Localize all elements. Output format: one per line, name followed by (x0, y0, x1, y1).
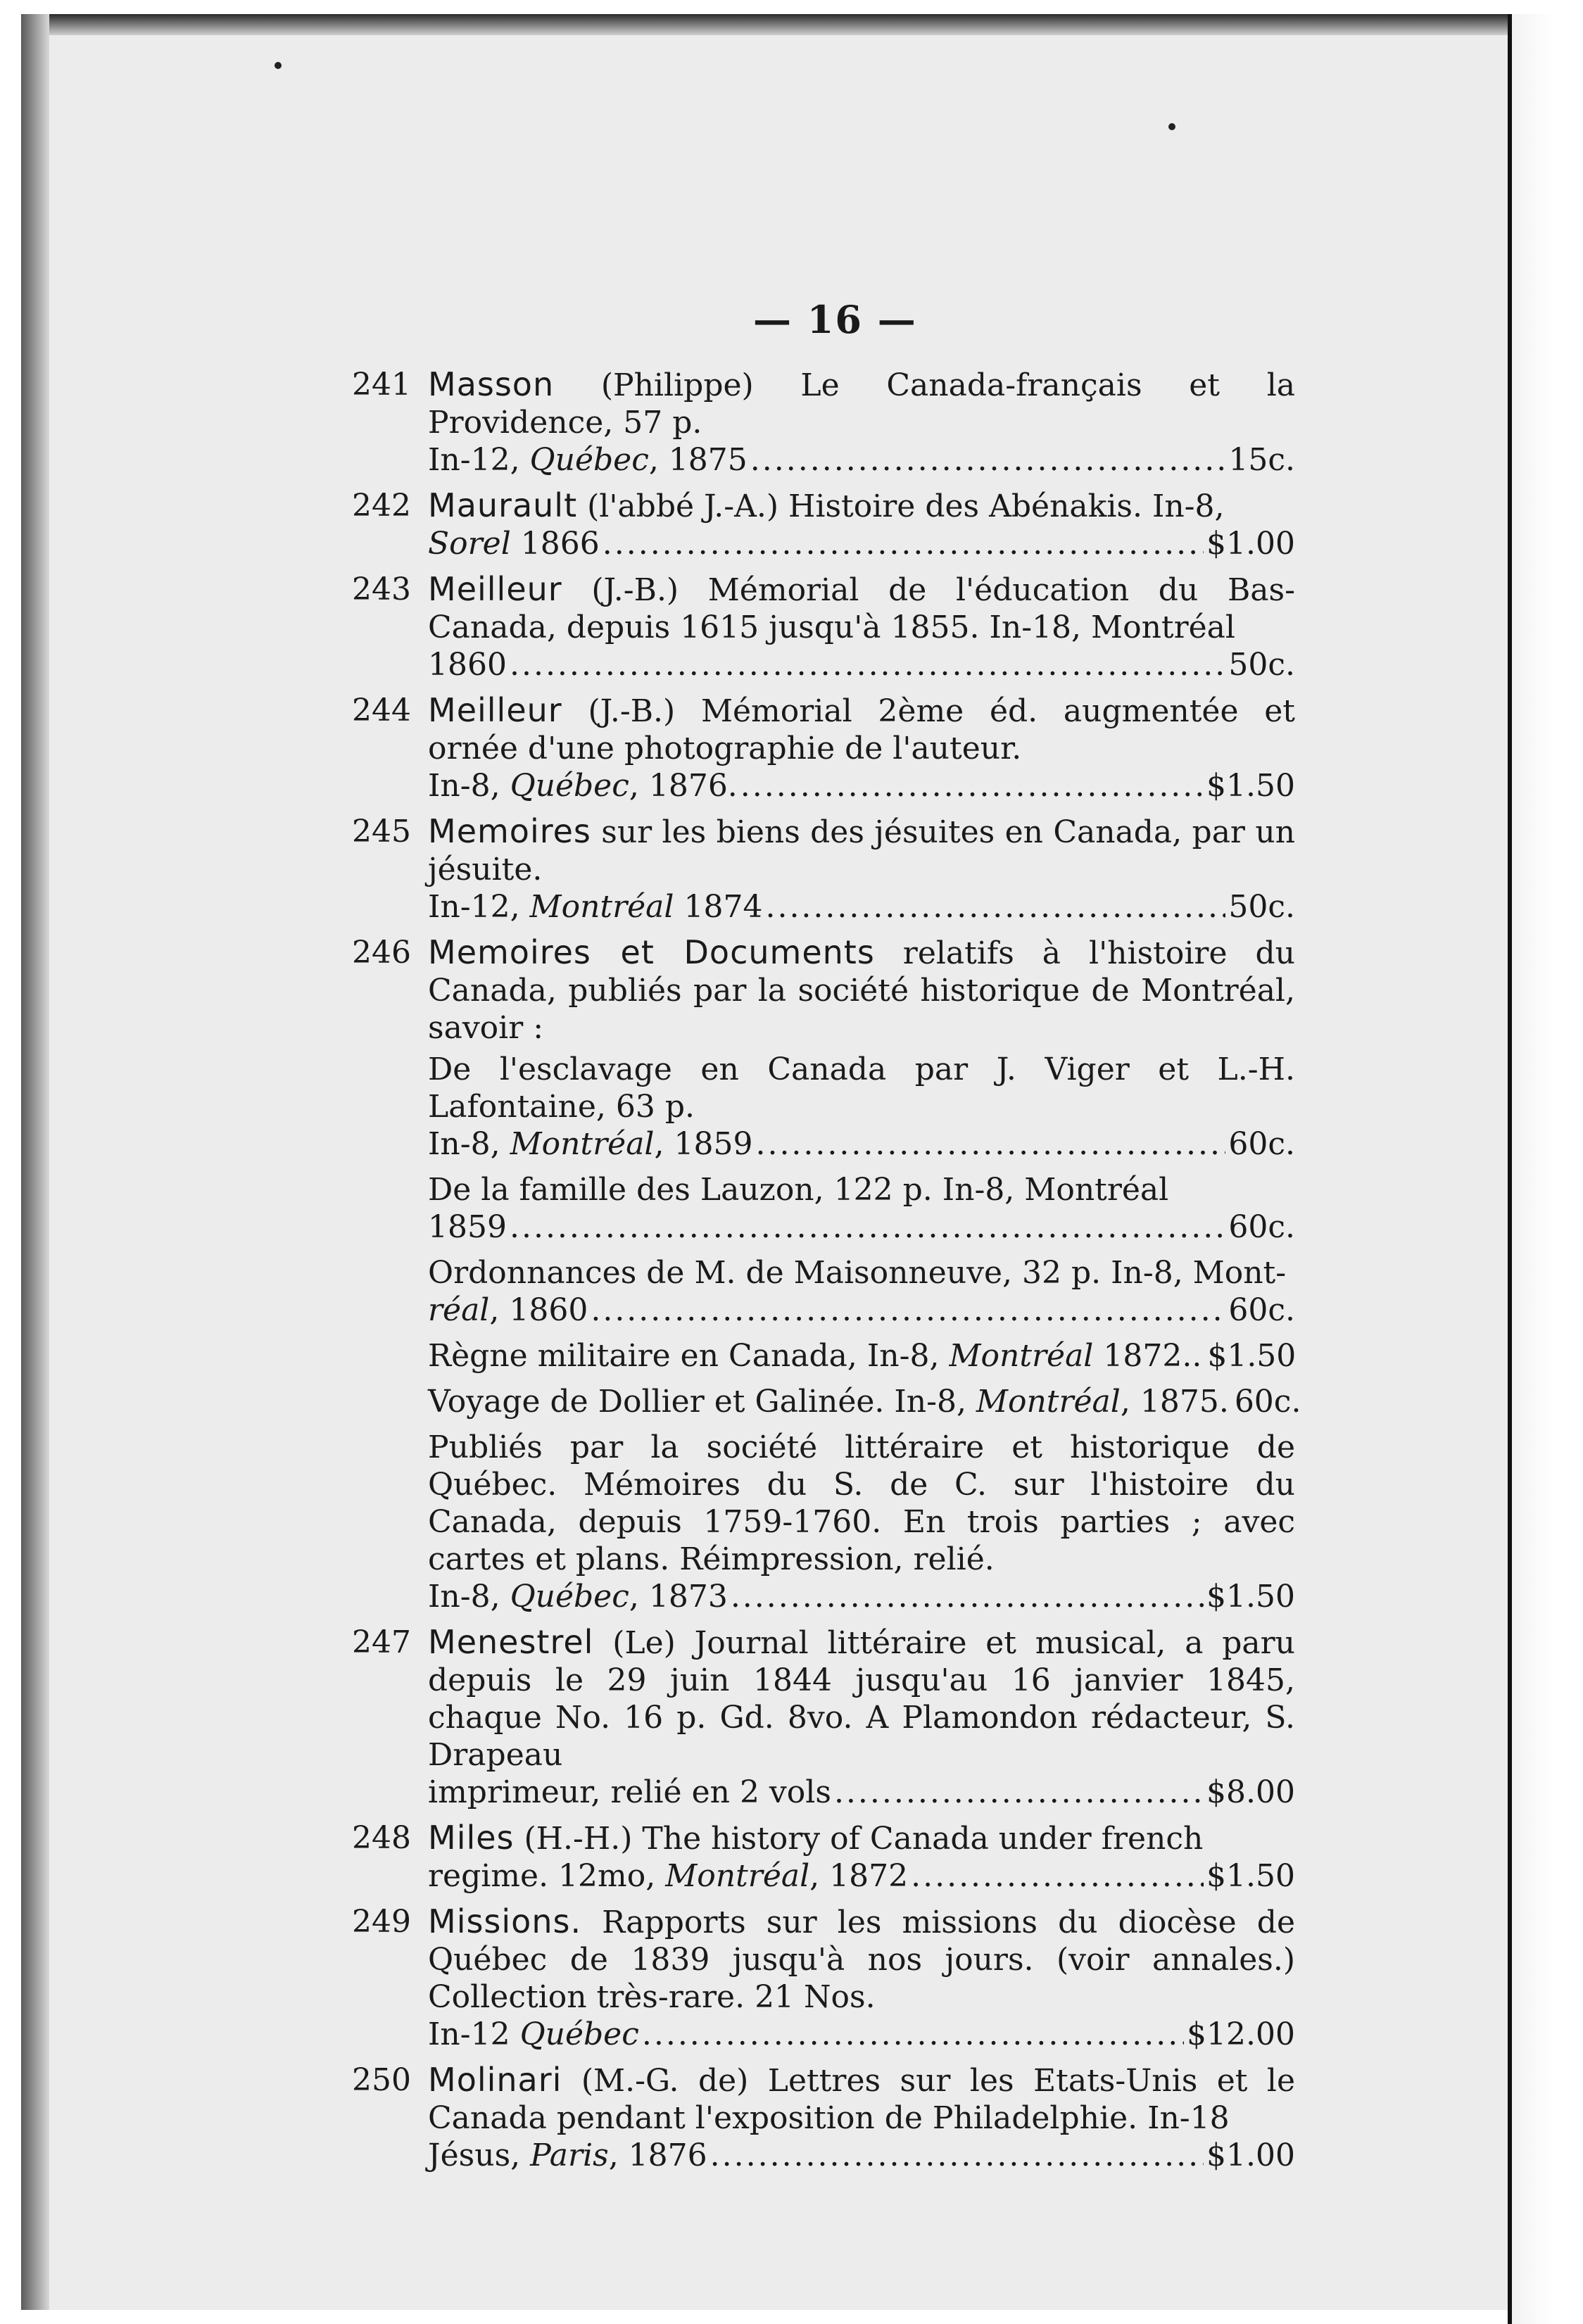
imprint-year: , 1872 (809, 1858, 909, 1894)
dot-leader (750, 441, 1226, 479)
price-line (428, 1292, 1295, 1329)
price: 50c. (1228, 647, 1295, 683)
imprint-year: , 1873 (629, 1579, 728, 1615)
price-line (428, 1383, 1301, 1420)
price-line (428, 1578, 1295, 1615)
sub-item-text: Publiés par la société littéraire et historique de Québec. Mémoires du S. de C. sur l'histoire du Canada, depuis 1759-1760. En trois parties ; avec cartes et plans. Réimpression, relié. (428, 1429, 1295, 1577)
imprint (428, 1383, 1229, 1420)
entry-author: Meilleur (428, 691, 562, 729)
entry-text (428, 934, 1295, 1047)
imprint (428, 441, 748, 479)
sub-item (428, 1171, 1295, 1246)
price: $8.00 (1206, 1774, 1295, 1810)
price-line (428, 2016, 1295, 2053)
price: 15c. (1228, 442, 1295, 478)
catalog-entry (352, 1903, 1295, 2053)
entry-author: Masson (428, 365, 555, 403)
imprint-place: Québec (529, 442, 649, 478)
imprint-format: In-12, (428, 889, 530, 925)
imprint-year: , 1875. (1120, 1384, 1229, 1420)
sub-item (428, 1254, 1295, 1329)
imprint-place: Montréal (529, 889, 674, 925)
entry-description: (M.-G. de) Lettres sur les Etats-Unis et le Canada pendant l'exposition de Philadelphie. In-18 (428, 2063, 1295, 2136)
entry-description: Rapports sur les missions du diocèse de Québec de 1839 jusqu'à nos jours. (voir annales.) Collection très-rare. 21 Nos. (428, 1905, 1295, 2015)
entry-author: Missions. (428, 1902, 582, 1940)
imprint-place: Montréal (976, 1384, 1121, 1420)
imprint-format: In-12, (428, 442, 530, 478)
imprint-format: Voyage de Dollier et Galinée. In-8, (428, 1384, 976, 1420)
price-line (428, 767, 1295, 804)
dot-leader (740, 767, 1204, 804)
dot-leader (642, 2016, 1184, 2053)
entry-number: 247 (352, 1624, 411, 1660)
catalog-entry (352, 813, 1295, 926)
dot-leader (911, 1857, 1204, 1895)
entry-author: Molinari (428, 2061, 562, 2099)
imprint-year: , 1875 (648, 442, 748, 478)
entry-number: 242 (352, 488, 411, 524)
entry-description: (H.-H.) The history of Canada under french (514, 1821, 1204, 1857)
entry-text (428, 1624, 1295, 1774)
imprint (428, 2016, 639, 2053)
price: 50c. (1228, 889, 1295, 925)
imprint-format: Règne militaire en Canada, In-8, (428, 1338, 950, 1374)
entry-text (428, 571, 1295, 646)
sub-item-text: De l'esclavage en Canada par J. Viger et L.-H. Lafontaine, 63 p. (428, 1052, 1295, 1125)
sub-item (428, 1051, 1295, 1163)
scan-left-edge (21, 14, 49, 2310)
sub-item (428, 1429, 1295, 1615)
entry-author: Memoires (428, 812, 591, 850)
dot-leader (731, 1578, 1204, 1615)
dot-leader (710, 2137, 1204, 2174)
imprint (428, 2137, 707, 2174)
entry-text (428, 813, 1295, 888)
imprint-place: Québec (510, 1579, 629, 1615)
sub-item (428, 1337, 1295, 1375)
ink-speck (1168, 123, 1175, 130)
imprint-format: Jésus, (428, 2137, 531, 2173)
price-line (428, 1208, 1295, 1246)
imprint-format: 1860 (428, 647, 507, 683)
price-line (428, 1774, 1295, 1811)
entry-text (428, 366, 1295, 441)
price: $1.00 (1206, 526, 1295, 562)
imprint-year: , 1876. (629, 768, 738, 804)
entry-number: 250 (352, 2062, 411, 2098)
imprint-place: Québec (519, 2016, 639, 2052)
catalog-entries (352, 365, 1301, 2183)
sub-item-text: De la famille des Lauzon, 122 p. In-8, Montréal (428, 1172, 1169, 1208)
price: $1.50 (1207, 1338, 1297, 1374)
price-line (428, 2137, 1295, 2174)
price: $12.00 (1187, 2016, 1295, 2052)
imprint-format: In-12 (428, 2016, 520, 2052)
entry-text (428, 487, 1295, 525)
price-line (428, 441, 1295, 479)
entry-author: Menestrel (428, 1623, 594, 1661)
price: 60c. (1228, 1126, 1295, 1162)
dot-leader (510, 1208, 1225, 1246)
entry-description: (J.-B.) Mémorial 2ème éd. augmentée et ornée d'une photographie de l'auteur. (428, 693, 1295, 766)
catalog-entry (352, 1624, 1295, 1811)
imprint (428, 1208, 507, 1246)
dot-leader (603, 525, 1204, 562)
catalog-entry (352, 1819, 1295, 1895)
price-line (428, 1857, 1295, 1895)
price-line (428, 888, 1295, 926)
entry-number: 241 (352, 367, 411, 403)
price: 60c. (1234, 1384, 1301, 1420)
scan-top-edge (21, 14, 1513, 35)
entry-description: (J.-B.) Mémorial de l'éducation du Bas-Canada, depuis 1615 jusqu'à 1855. In-18, Montréal (428, 572, 1295, 645)
price-line (428, 646, 1295, 683)
imprint-format: regime. 12mo, (428, 1858, 666, 1894)
sub-item-list (428, 1051, 1301, 1615)
price: $1.50 (1206, 1858, 1295, 1894)
imprint-format: In-8, (428, 1579, 510, 1615)
imprint-year: 1874 (674, 889, 763, 925)
imprint-year: 1872.. (1093, 1338, 1202, 1374)
entry-number: 245 (352, 814, 411, 850)
entry-number: 246 (352, 935, 411, 971)
entry-description: relatifs à l'histoire du Canada, publiés par la société historique de Montréal, savoir : (428, 935, 1295, 1046)
imprint-place: Montréal (949, 1338, 1094, 1374)
entry-author: Meilleur (428, 570, 562, 608)
price: $1.50 (1206, 1579, 1295, 1615)
catalog-entry (352, 2061, 1295, 2174)
imprint-place: réal (428, 1292, 490, 1328)
price: 60c. (1228, 1209, 1295, 1245)
dot-leader (765, 888, 1225, 926)
imprint (428, 1774, 831, 1811)
imprint (428, 646, 507, 683)
entry-text (428, 1819, 1295, 1857)
imprint-format: In-8, (428, 768, 510, 804)
entry-description: (l'abbé J.-A.) Histoire des Abénakis. In-8, (577, 488, 1225, 524)
imprint-place: Québec (510, 768, 629, 804)
imprint (428, 1292, 588, 1329)
imprint-format: In-8, (428, 1126, 510, 1162)
imprint-place: Sorel (428, 526, 511, 562)
price-line (428, 525, 1295, 562)
entry-author: Miles (428, 1819, 515, 1857)
imprint-format: 1859 (428, 1209, 507, 1245)
catalog-entry (352, 933, 1301, 1615)
entry-number: 249 (352, 1904, 411, 1940)
catalog-entry (352, 366, 1295, 479)
price: 60c. (1228, 1292, 1295, 1328)
entry-number: 243 (352, 571, 411, 607)
imprint (428, 888, 762, 926)
imprint (428, 1125, 752, 1163)
entry-text (428, 2061, 1295, 2137)
price: $1.50 (1206, 768, 1295, 804)
entry-description: (Philippe) Le Canada-français et la Providence, 57 p. (428, 367, 1295, 441)
imprint-format: imprimeur, relié en 2 vols (428, 1774, 831, 1810)
page-number: — 16 — (753, 297, 917, 342)
dot-leader (510, 646, 1225, 683)
sub-item-text: Ordonnances de M. de Maisonneuve, 32 p. In-8, Mont- (428, 1255, 1287, 1291)
imprint-year: , 1860 (489, 1292, 588, 1328)
entry-text (428, 692, 1295, 767)
dot-leader (834, 1774, 1204, 1811)
entry-text (428, 1903, 1295, 2016)
entry-description: sur les biens des jésuites en Canada, par un jésuite. (428, 814, 1295, 888)
imprint-place: Paris (530, 2137, 609, 2173)
imprint-place: Montréal (510, 1126, 655, 1162)
entry-description: (Le) Journal littéraire et musical, a paru depuis le 29 juin 1844 jusqu'au 16 janvier 1845, chaque No. 16 p. Gd. 8vo. A Plamondon rédacteur, S. Drapeau (428, 1625, 1295, 1773)
price-line (428, 1125, 1295, 1163)
entry-author: Memoires et Documents (428, 933, 875, 971)
price: $1.00 (1206, 2137, 1295, 2173)
imprint-year: , 1859 (654, 1126, 753, 1162)
ink-speck (275, 62, 282, 69)
entry-number: 244 (352, 693, 411, 728)
entry-author: Maurault (428, 486, 578, 524)
dot-leader (591, 1292, 1225, 1329)
imprint-place: Montréal (665, 1858, 810, 1894)
scan-right-edge (1508, 14, 1583, 2324)
dot-leader (755, 1125, 1225, 1163)
imprint (428, 1578, 728, 1615)
entry-number: 248 (352, 1820, 411, 1856)
imprint (428, 1857, 908, 1895)
imprint (428, 767, 738, 804)
catalog-entry (352, 571, 1295, 683)
imprint (428, 525, 600, 562)
imprint-year: , 1876 (608, 2137, 707, 2173)
sub-item (428, 1383, 1301, 1420)
imprint-year: 1866 (510, 526, 600, 562)
catalog-entry (352, 692, 1295, 804)
imprint (428, 1337, 1202, 1375)
catalog-entry (352, 487, 1295, 562)
price-line (428, 1337, 1295, 1375)
